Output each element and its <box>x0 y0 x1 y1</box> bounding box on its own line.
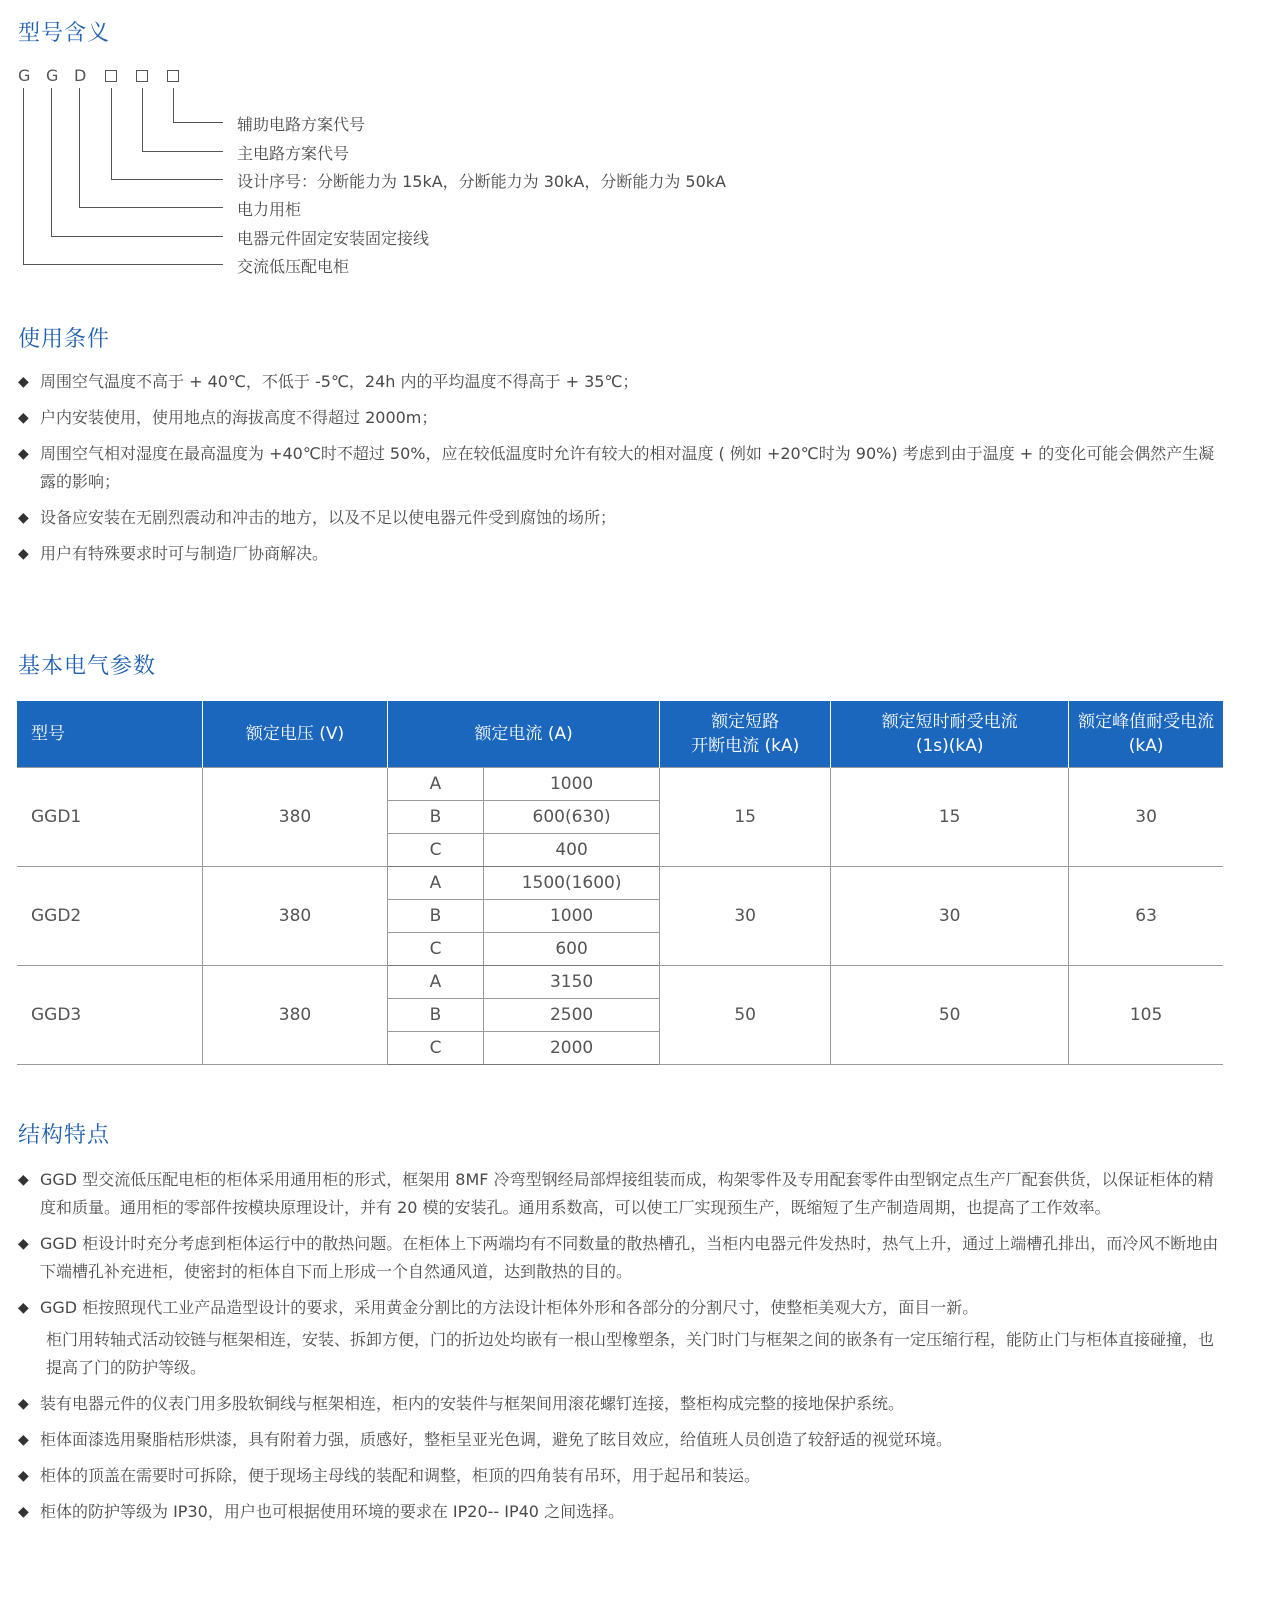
section-title-conditions: 使用条件 <box>18 327 111 352</box>
code-placeholder-box <box>136 70 148 82</box>
table-header-row <box>17 701 1223 768</box>
leader-line <box>79 88 80 207</box>
model-code-diagram <box>16 66 816 286</box>
leader-line <box>23 88 24 264</box>
cell-voltage: 380 <box>203 966 388 1065</box>
list-item <box>18 440 1228 496</box>
legend-main-circuit: 主电路方案代号 <box>237 144 350 163</box>
bullet-diamond-icon: ◆ <box>18 1432 29 1448</box>
table-row <box>17 768 1223 801</box>
cell-current-class: B <box>388 801 484 834</box>
list-item-text: GGD 柜设计时充分考虑到柜体运行中的散热问题。在柜体上下两端均有不同数量的散热槽孔，当柜内电器元件发热时，热气上升，通过上端槽孔排出，而冷风不断地由下端槽孔补充进柜，使密封的柜体自下而上形成一个自然通风道，达到散热的目的。 <box>40 1234 1219 1281</box>
bullet-diamond-icon: ◆ <box>18 446 29 462</box>
list-item-text: 柜门用转轴式活动铰链与框架相连，安装、拆卸方便，门的折边处均嵌有一根山型橡塑条，关门时门与框架之间的嵌条有一定压缩行程，能防止门与柜体直接碰撞，也提高了门的防护等级。 <box>46 1330 1215 1377</box>
list-item <box>18 1390 1228 1418</box>
bullet-diamond-icon: ◆ <box>18 1172 29 1188</box>
cell-current-value: 1500(1600) <box>484 867 660 900</box>
cell-current-class: C <box>388 933 484 966</box>
cell-current-class: C <box>388 834 484 867</box>
list-item <box>18 404 1228 432</box>
header-breaking: 额定短路 开断电流 (kA) <box>660 701 831 768</box>
header-voltage: 额定电压 (V) <box>203 701 388 768</box>
list-item <box>18 368 1228 396</box>
cell-model: GGD1 <box>17 768 203 867</box>
legend-design-number: 设计序号：分断能力为 15kA，分断能力为 30kA，分断能力为 50kA <box>237 172 726 191</box>
cell-breaking: 15 <box>660 768 831 867</box>
list-item <box>18 1166 1228 1222</box>
code-placeholder-box <box>167 70 179 82</box>
bullet-diamond-icon: ◆ <box>18 1468 29 1484</box>
header-model: 型号 <box>17 701 203 768</box>
leader-line <box>51 236 223 237</box>
list-item-text: GGD 柜按照现代工业产品造型设计的要求，采用黄金分割比的方法设计柜体外形和各部分的分割尺寸，使整柜美观大方，面目一新。 <box>40 1298 979 1317</box>
leader-line <box>173 122 223 123</box>
cell-current-value: 600 <box>484 933 660 966</box>
header-current: 额定电流 (A) <box>388 701 660 768</box>
bullet-diamond-icon: ◆ <box>18 1236 29 1252</box>
structure-list <box>18 1166 1228 1534</box>
leader-line <box>23 264 223 265</box>
list-item <box>18 1230 1228 1286</box>
list-item-text: 柜体的顶盖在需要时可拆除，便于现场主母线的装配和调整，柜顶的四角装有吊环，用于起吊和装运。 <box>40 1466 761 1485</box>
bullet-diamond-icon: ◆ <box>18 546 29 562</box>
cell-current-value: 2000 <box>484 1032 660 1065</box>
cell-peak: 30 <box>1069 768 1223 867</box>
cell-voltage: 380 <box>203 768 388 867</box>
electrical-params-table <box>17 701 1223 1065</box>
list-item-text: 用户有特殊要求时可与制造厂协商解决。 <box>40 544 329 563</box>
list-item-text: 周围空气相对湿度在最高温度为 +40℃时不超过 50%，应在较低温度时允许有较大的相对温度 ( 例如 +20℃时为 90%) 考虑到由于温度 + 的变化可能会偶然产生凝露的影响； <box>40 444 1215 491</box>
cell-current-value: 2500 <box>484 999 660 1032</box>
table-row <box>17 966 1223 999</box>
cell-current-value: 600(630) <box>484 801 660 834</box>
leader-line <box>79 207 223 208</box>
leader-line <box>173 88 174 122</box>
cell-current-class: A <box>388 966 484 999</box>
list-item-text: 设备应安装在无剧烈震动和冲击的地方，以及不足以使电器元件受到腐蚀的场所； <box>40 508 617 527</box>
list-item <box>18 1326 1228 1382</box>
cell-current-value: 1000 <box>484 900 660 933</box>
header-peak: 额定峰值耐受电流 (kA) <box>1069 701 1223 768</box>
bullet-diamond-icon: ◆ <box>18 1396 29 1412</box>
section-title-model-meaning: 型号含义 <box>18 21 111 46</box>
list-item <box>18 1426 1228 1454</box>
bullet-diamond-icon: ◆ <box>18 374 29 390</box>
cell-breaking: 50 <box>660 966 831 1065</box>
legend-ac-lv-cabinet: 交流低压配电柜 <box>237 257 350 276</box>
cell-current-value: 1000 <box>484 768 660 801</box>
list-item <box>18 540 1228 568</box>
legend-fixed-install: 电器元件固定安装固定接线 <box>237 229 430 248</box>
cell-current-class: B <box>388 999 484 1032</box>
cell-peak: 63 <box>1069 867 1223 966</box>
cell-short-time: 50 <box>831 966 1069 1065</box>
list-item-text: GGD 型交流低压配电柜的柜体采用通用柜的形式，框架用 8MF 冷弯型钢经局部焊接组装而成，构架零件及专用配套零件由型钢定点生产厂配套供货，以保证柜体的精度和质量。通用柜的零部件按模块原理设计，并有 20 模的安装孔。通用系数高，可以使工厂实现预生产，既缩短了生产制造周期，也提高了工作效率。 <box>40 1170 1214 1217</box>
code-char-d: D <box>74 66 87 85</box>
cell-voltage: 380 <box>203 867 388 966</box>
leader-line <box>111 88 112 179</box>
cell-model: GGD3 <box>17 966 203 1065</box>
list-item <box>18 1294 1228 1322</box>
list-item-text: 装有电器元件的仪表门用多股软铜线与框架相连，柜内的安装件与框架间用滚花螺钉连接，整柜构成完整的接地保护系统。 <box>40 1394 905 1413</box>
bullet-diamond-icon: ◆ <box>18 1504 29 1520</box>
list-item-text: 户内安装使用，使用地点的海拔高度不得超过 2000m； <box>40 408 438 427</box>
cell-current-class: A <box>388 768 484 801</box>
bullet-diamond-icon: ◆ <box>18 510 29 526</box>
cell-current-class: C <box>388 1032 484 1065</box>
cell-current-class: B <box>388 900 484 933</box>
section-title-structure: 结构特点 <box>18 1123 111 1148</box>
list-item <box>18 504 1228 532</box>
code-placeholder-box <box>105 70 117 82</box>
cell-current-value: 400 <box>484 834 660 867</box>
list-item-text: 柜体面漆选用聚脂桔形烘漆，具有附着力强，质感好，整柜呈亚光色调，避免了眩目效应，给值班人员创造了较舒适的视觉环境。 <box>40 1430 953 1449</box>
header-short-time: 额定短时耐受电流 (1s)(kA) <box>831 701 1069 768</box>
cell-short-time: 30 <box>831 867 1069 966</box>
legend-power-cabinet: 电力用柜 <box>237 200 302 219</box>
list-item-text: 柜体的防护等级为 IP30，用户也可根据使用环境的要求在 IP20-- IP40 之间选择。 <box>40 1502 625 1521</box>
list-item-text: 周围空气温度不高于 + 40℃，不低于 -5℃，24h 内的平均温度不得高于 + 35℃； <box>40 372 639 391</box>
table-row <box>17 867 1223 900</box>
legend-aux-circuit: 辅助电路方案代号 <box>237 115 366 134</box>
bullet-diamond-icon: ◆ <box>18 410 29 426</box>
cell-peak: 105 <box>1069 966 1223 1065</box>
bullet-diamond-icon: ◆ <box>18 1300 29 1316</box>
cell-short-time: 15 <box>831 768 1069 867</box>
leader-line <box>142 151 223 152</box>
code-char-g1: G <box>18 66 31 85</box>
cell-breaking: 30 <box>660 867 831 966</box>
cell-model: GGD2 <box>17 867 203 966</box>
section-title-params: 基本电气参数 <box>18 654 157 679</box>
list-item <box>18 1462 1228 1490</box>
cell-current-value: 3150 <box>484 966 660 999</box>
code-char-g2: G <box>46 66 59 85</box>
conditions-list <box>18 368 1228 576</box>
list-item <box>18 1498 1228 1526</box>
leader-line <box>142 88 143 151</box>
cell-current-class: A <box>388 867 484 900</box>
leader-line <box>111 179 223 180</box>
leader-line <box>51 88 52 236</box>
